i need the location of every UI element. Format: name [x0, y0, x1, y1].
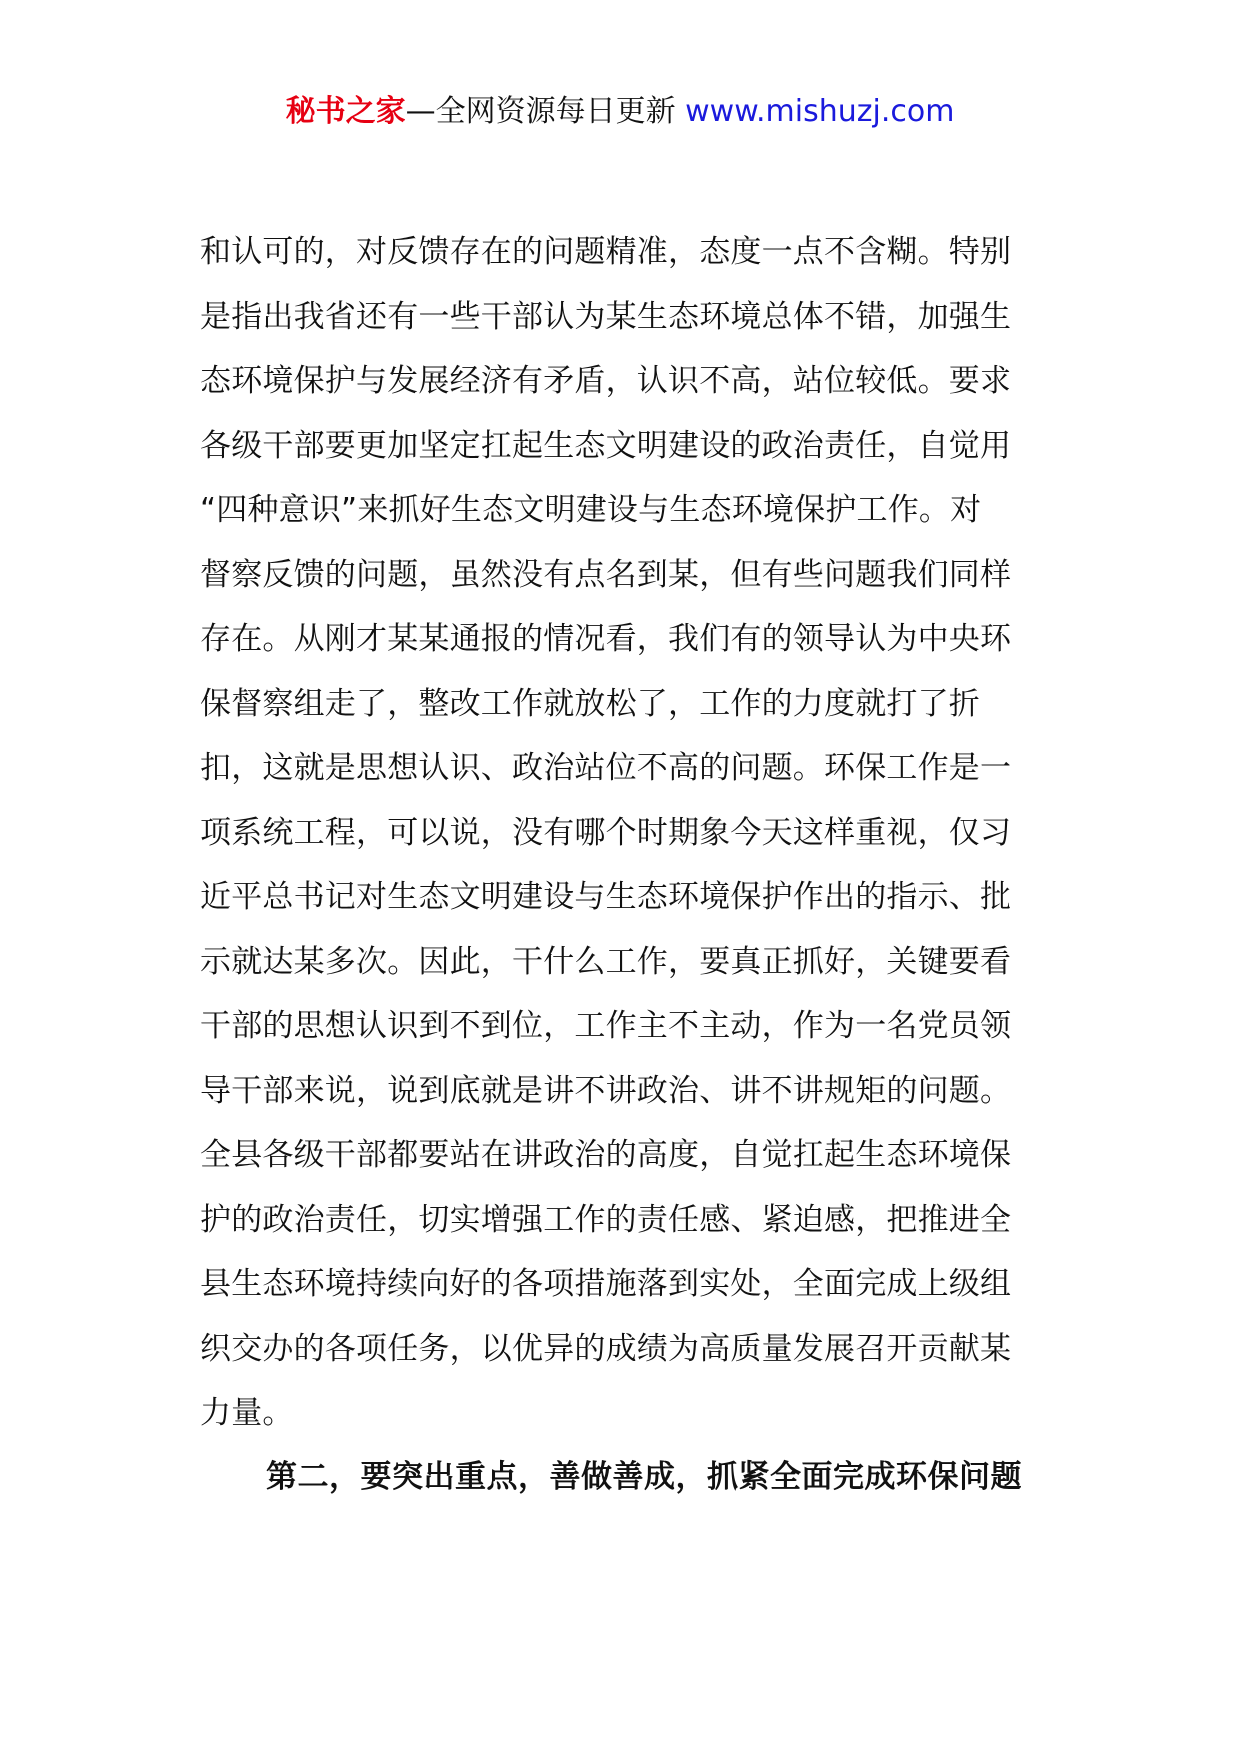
body-line: 县生态环境持续向好的各项措施落到实处，全面完成上级组	[200, 1266, 1012, 1302]
body-line: 保督察组走了，整改工作就放松了，工作的力度就打了折	[200, 685, 980, 722]
body-line: 导干部来说，说到底就是讲不讲政治、讲不讲规矩的问题。	[200, 1072, 1012, 1109]
body-line: 态环境保护与发展经济有矛盾，认识不高，站位较低。要求	[200, 363, 1012, 399]
body-line: 护的政治责任，切实增强工作的责任感、紧迫感，把推进全	[200, 1201, 1012, 1238]
body-line: 扣，这就是思想认识、政治站位不高的问题。环保工作是一	[200, 750, 1012, 786]
body-line: 各级干部要更加坚定扛起生态文明建设的政治责任，自觉用	[200, 427, 1012, 464]
page-header	[0, 92, 1240, 132]
body-line: 督察反馈的问题，虽然没有点名到某，但有些问题我们同样	[200, 556, 1012, 593]
body-line: 干部的思想认识到不到位，工作主不主动，作为一名党员领	[200, 1008, 1012, 1044]
body-line: 示就达某多次。因此，干什么工作，要真正抓好，关键要看	[200, 943, 1012, 980]
section-heading: 第二，要突出重点，善做善成，抓紧全面完成环保问题	[266, 1459, 1022, 1495]
body-line: “四种意识”来抓好生态文明建设与生态环境保护工作。对	[200, 492, 982, 528]
body-line: 全县各级干部都要站在讲政治的高度，自觉扛起生态环境保	[200, 1137, 1012, 1173]
site-brand: 秘书之家	[285, 94, 406, 129]
site-url-link[interactable]: www.mishuzj.com	[685, 94, 955, 129]
body-line: 近平总书记对生态文明建设与生态环境保护作出的指示、批	[200, 879, 1012, 915]
body-line: 力量。	[200, 1395, 294, 1431]
site-tagline: —全网资源每日更新	[405, 94, 686, 129]
body-paragraph	[200, 220, 1068, 1446]
body-line: 存在。从刚才某某通报的情况看，我们有的领导认为中央环	[200, 621, 1012, 657]
body-line: 和认可的，对反馈存在的问题精准，态度一点不含糊。特别	[200, 234, 1012, 270]
body-line: 织交办的各项任务，以优异的成绩为高质量发展召开贡献某	[200, 1330, 1012, 1367]
body-line: 项系统工程，可以说，没有哪个时期象今天这样重视，仅习	[200, 814, 1012, 851]
body-line: 是指出我省还有一些干部认为某生态环境总体不错，加强生	[200, 298, 1012, 335]
